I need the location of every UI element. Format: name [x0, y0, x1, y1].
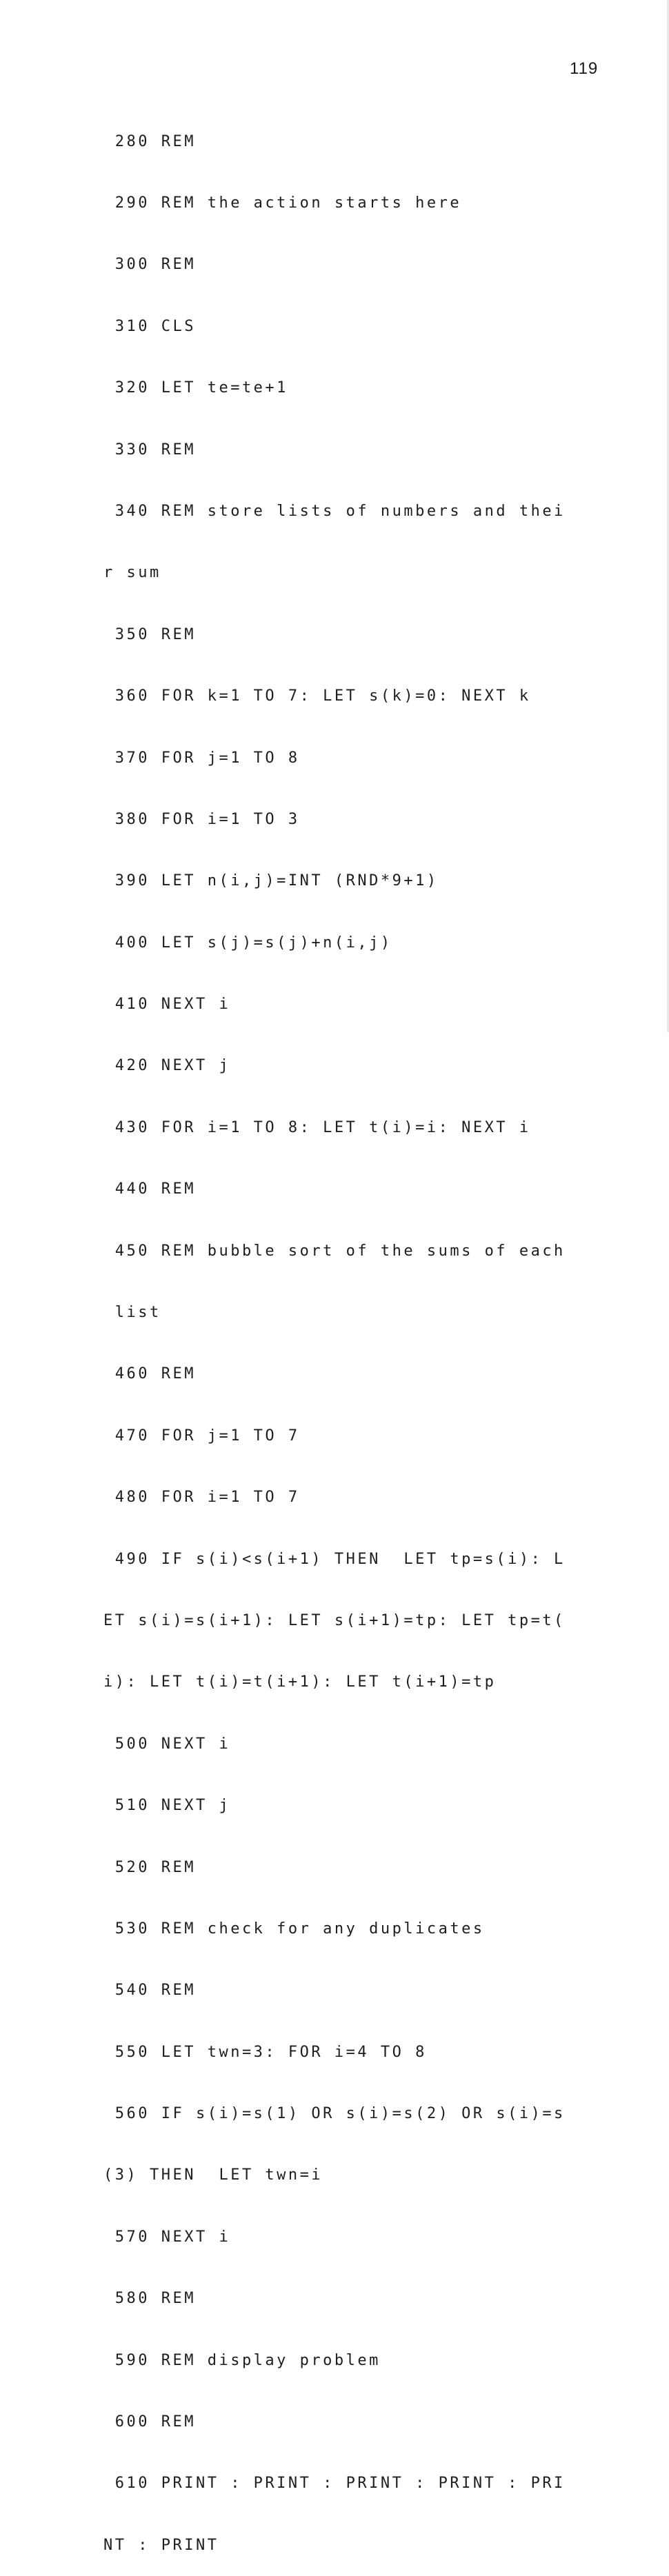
listing-line: 280 REM: [103, 132, 196, 150]
listing-line: 300 REM: [103, 256, 196, 274]
listing-line: 410 NEXT i: [103, 996, 231, 1014]
listing-line: 530 REM check for any duplicates: [103, 1920, 485, 1938]
listing-line: 310 CLS: [103, 317, 196, 335]
listing-line: 490 IF s(i)<s(i+1) THEN LET tp=s(i): L: [103, 1550, 566, 1568]
listing-line: 420 NEXT j: [103, 1057, 231, 1075]
listing-line: 350 REM: [103, 625, 196, 643]
listing-line: 400 LET s(j)=s(j)+n(i,j): [103, 934, 392, 952]
listing-line: 510 NEXT j: [103, 1797, 231, 1815]
listing-line: 320 LET te=te+1: [103, 379, 288, 397]
listing-line: 460 REM: [103, 1365, 196, 1383]
listing-line: 430 FOR i=1 TO 8: LET t(i)=i: NEXT i: [103, 1118, 531, 1136]
listing-line: 540 REM: [103, 1982, 196, 2000]
listing-line: 390 LET n(i,j)=INT (RND*9+1): [103, 872, 439, 890]
listing-line: 590 REM display problem: [103, 2351, 381, 2369]
listing-line: ET s(i)=s(i+1): LET s(i+1)=tp: LET tp=t(: [103, 1611, 566, 1629]
listing-line: 480 FOR i=1 TO 7: [103, 1489, 300, 1507]
listing-line: list: [103, 1304, 161, 1322]
listing-line: 550 LET twn=3: FOR i=4 TO 8: [103, 2043, 427, 2061]
listing-line: NT : PRINT: [103, 2536, 219, 2554]
listing-line: 580 REM: [103, 2290, 196, 2308]
listing-line: 440 REM: [103, 1180, 196, 1198]
listing-line: 600 REM: [103, 2413, 196, 2431]
listing-line: 290 REM the action starts here: [103, 194, 462, 212]
listing-line: 520 REM: [103, 1858, 196, 1876]
listing-line: 570 NEXT i: [103, 2228, 231, 2246]
listing-line: 360 FOR k=1 TO 7: LET s(k)=0: NEXT k: [103, 687, 531, 705]
listing-line: 560 IF s(i)=s(1) OR s(i)=s(2) OR s(i)=s: [103, 2105, 566, 2123]
listing-line: 610 PRINT : PRINT : PRINT : PRINT : PRI: [103, 2475, 566, 2493]
program-listing: [103, 90, 628, 2576]
listing-line: 500 NEXT i: [103, 1735, 231, 1753]
listing-line: (3) THEN LET twn=i: [103, 2166, 323, 2184]
listing-line: 370 FOR j=1 TO 8: [103, 749, 300, 767]
listing-line: 450 REM bubble sort of the sums of each: [103, 1242, 566, 1260]
listing-line: r sum: [103, 564, 161, 582]
listing-line: 470 FOR j=1 TO 7: [103, 1427, 300, 1445]
page-number: 119: [570, 59, 599, 78]
listing-line: 330 REM: [103, 441, 196, 459]
listing-line: i): LET t(i)=t(i+1): LET t(i+1)=tp: [103, 1673, 497, 1691]
listing-line: 380 FOR i=1 TO 3: [103, 810, 300, 828]
listing-line: 340 REM store lists of numbers and thei: [103, 502, 566, 520]
